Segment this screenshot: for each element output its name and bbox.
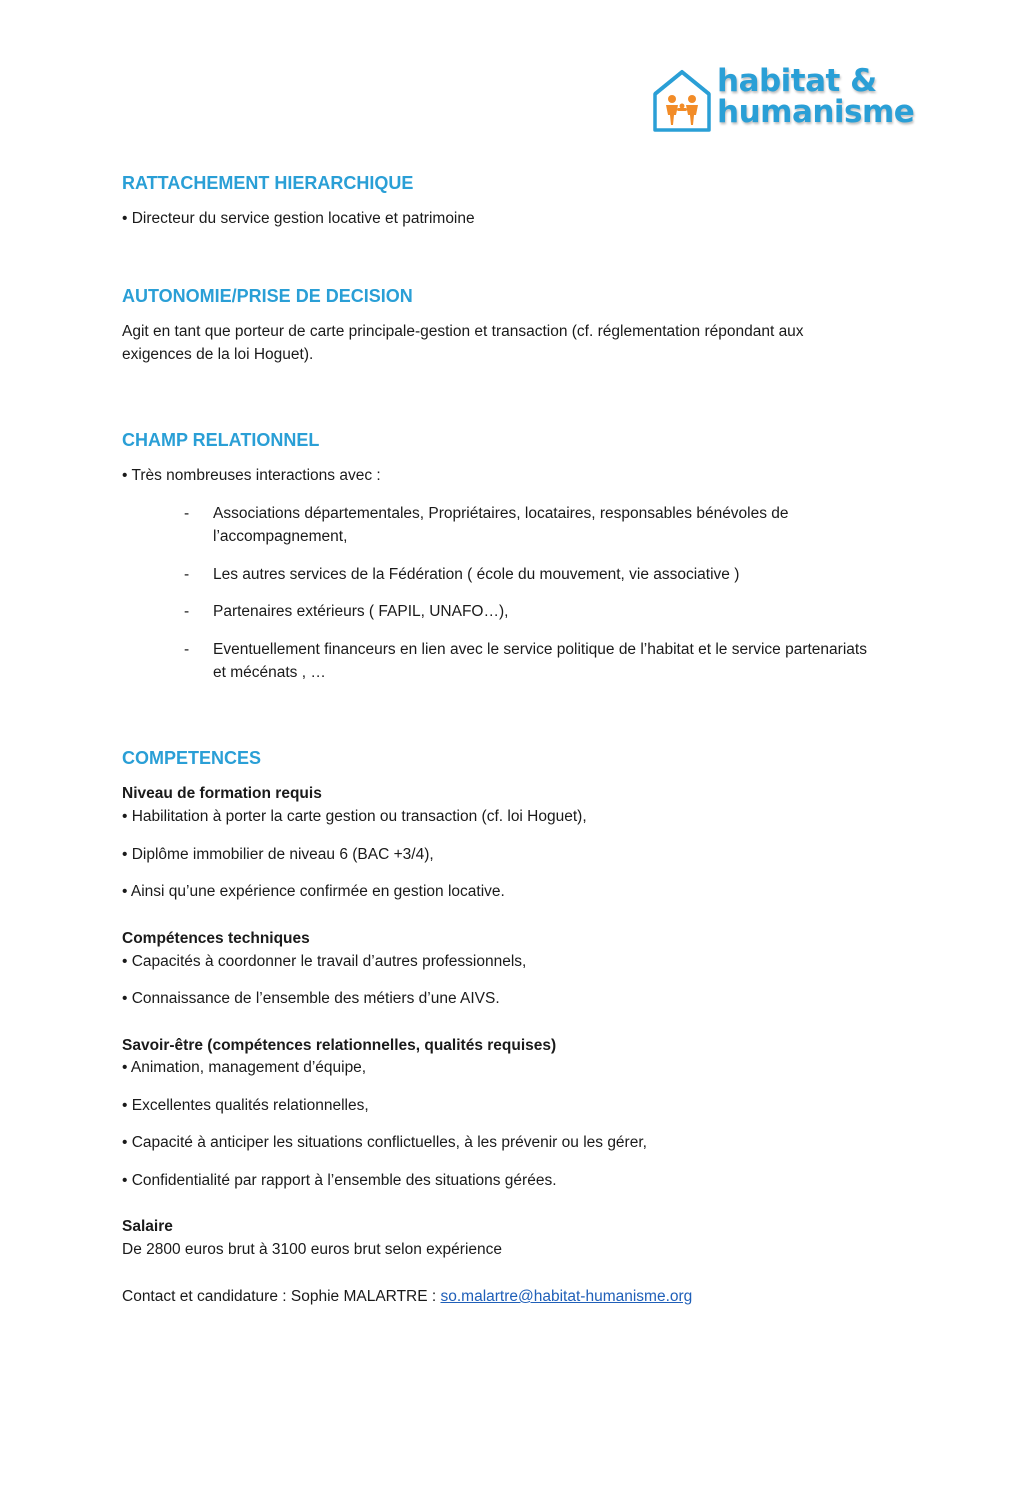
champ-intro: • Très nombreuses interactions avec :: [122, 467, 381, 484]
logo-wordmark: [717, 63, 915, 130]
savoir-etre-item: • Animation, management d’équipe,: [122, 1059, 367, 1076]
savoir-etre-heading: Savoir-être (compétences relationnelles, qualités requises): [122, 1037, 557, 1054]
salaire-text: De 2800 euros brut à 3100 euros brut selon expérience: [122, 1241, 502, 1258]
habitat-humanisme-logo: [651, 63, 915, 136]
autonomie-line-1: Agit en tant que porteur de carte principale-gestion et transaction (cf. réglementation répondant aux: [122, 323, 804, 340]
list-dash: -: [184, 641, 190, 658]
list-item: [122, 563, 882, 586]
logo-line-1: habitat &: [717, 63, 877, 99]
list-item-text: Les autres services de la Fédération ( école du mouvement, vie associative ): [213, 566, 740, 583]
formation-item: • Habilitation à porter la carte gestion ou transaction (cf. loi Hoguet),: [122, 808, 587, 825]
savoir-etre-item: • Confidentialité par rapport à l’ensemble des situations gérées.: [122, 1172, 557, 1189]
savoir-etre-item: • Capacité à anticiper les situations conflictuelles, à les prévenir ou les gérer,: [122, 1134, 647, 1151]
section-title-competences: COMPETENCES: [122, 748, 262, 768]
list-item: [122, 600, 882, 623]
techniques-heading: Compétences techniques: [122, 930, 310, 947]
techniques-item: • Connaissance de l’ensemble des métiers d’une AIVS.: [122, 990, 500, 1007]
techniques-item: • Capacités à coordonner le travail d’autres professionnels,: [122, 953, 527, 970]
formation-heading: Niveau de formation requis: [122, 785, 322, 802]
list-dash: -: [184, 566, 190, 583]
formation-item: • Ainsi qu’une expérience confirmée en gestion locative.: [122, 883, 505, 900]
list-dash: -: [184, 505, 190, 522]
list-item-text: Partenaires extérieurs ( FAPIL, UNAFO…),: [213, 603, 509, 620]
section-title-autonomie: AUTONOMIE/PRISE DE DECISION: [122, 286, 413, 306]
logo-line-2: humanisme: [717, 94, 915, 130]
section-title-champ-relationnel: CHAMP RELATIONNEL: [122, 430, 320, 450]
contact-label: Contact et candidature : Sophie MALARTRE :: [122, 1288, 441, 1305]
list-dash: -: [184, 603, 190, 620]
list-item: [122, 638, 882, 684]
list-item-text: Associations départementales, Propriétaires, locataires, responsables bénévoles de l’accompagnement,: [213, 505, 789, 545]
autonomie-line-2: exigences de la loi Hoguet).: [122, 346, 314, 363]
contact-email-link[interactable]: so.malartre@habitat-humanisme.org: [440, 1288, 693, 1305]
house-family-icon: [651, 68, 713, 136]
contact-line: [122, 1285, 692, 1308]
list-item-text: Eventuellement financeurs en lien avec le service politique de l’habitat et le service partenariats et mécénats , …: [213, 641, 867, 681]
savoir-etre-item: • Excellentes qualités relationnelles,: [122, 1097, 369, 1114]
list-item: [122, 502, 882, 548]
formation-item: • Diplôme immobilier de niveau 6 (BAC +3/4),: [122, 846, 434, 863]
salaire-heading: Salaire: [122, 1218, 173, 1235]
section-title-rattachement: RATTACHEMENT HIERARCHIQUE: [122, 173, 414, 193]
rattachement-item: • Directeur du service gestion locative et patrimoine: [122, 210, 475, 227]
